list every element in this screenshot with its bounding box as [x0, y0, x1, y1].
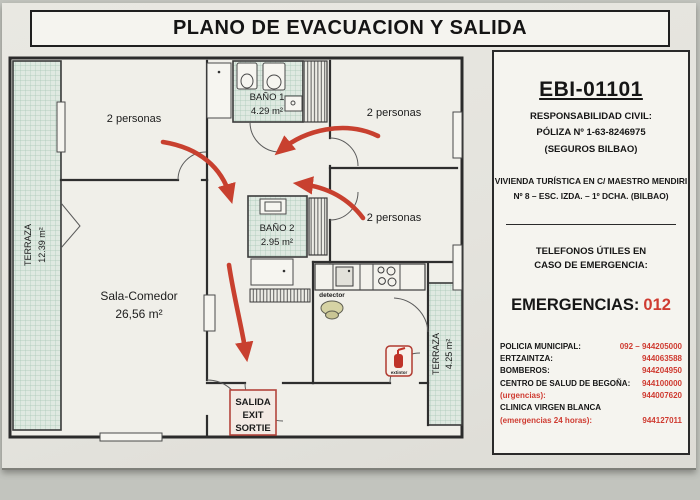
cabinet-knob: [218, 71, 221, 74]
terrace-left-name: TERRAZA: [23, 223, 33, 267]
bath1-name: BAÑO 1: [249, 92, 285, 103]
address-line-2: Nº 8 – ESC. IZDA. – 1º DCHA. (BILBAO): [513, 191, 669, 201]
wardrobe-mid: [309, 198, 327, 255]
washer-knob: [283, 270, 286, 273]
policy-number: PÓLIZA Nº 1-63-8246975: [536, 127, 646, 138]
bedroom-mid-right-label: 2 personas: [366, 212, 422, 224]
phone-row-centro-salud: CENTRO DE SALUD DE BEGOÑA: 944100000: [500, 378, 682, 388]
bath2-name: BAÑO 2: [259, 223, 295, 234]
detector-label: detector: [319, 292, 345, 299]
phone-row-ertzaintza: ERTZAINTZA: 944063588: [500, 353, 682, 363]
phone-list: [500, 341, 682, 428]
bathroom-2: [248, 196, 307, 257]
washer: [251, 259, 293, 285]
bedroom-top-right-label: 2 personas: [366, 107, 422, 119]
living-room-name: Sala-Comedor: [100, 289, 178, 303]
wardrobe-top: [303, 61, 327, 122]
floor-plan: [0, 50, 492, 450]
chimney: [204, 295, 215, 331]
plan-title: [30, 10, 670, 47]
phone-row-urgencias: (urgencias): 944007620: [500, 391, 682, 401]
phone-row-emergencias-24h: (emergencias 24 horas): 944127011: [500, 415, 682, 425]
phone-row-policia: POLICIA MUNICIPAL: 092 – 944205000: [500, 341, 682, 351]
phone-row-bomberos: BOMBEROS: 944204950: [500, 366, 682, 376]
panel-divider: [506, 224, 676, 225]
bath2-area: 2.95 m²: [260, 237, 294, 248]
bath1-area: 4.29 m²: [250, 106, 284, 117]
liability-title: RESPONSABILIDAD CIVIL:: [530, 111, 652, 122]
info-panel: [492, 50, 690, 455]
emergency-label: EMERGENCIAS:: [511, 295, 640, 314]
terrace-right-name: TERRAZA: [431, 332, 441, 376]
terrace-left: [13, 61, 61, 430]
emergency-number-line: [511, 296, 671, 315]
radiator: [250, 289, 310, 302]
terrace-left-area: 12.39 m²: [37, 227, 47, 263]
plan-code: EBI-01101: [539, 78, 643, 101]
plan-title-text: PLANO DE EVACUACION Y SALIDA: [172, 17, 528, 39]
terrace-right-area: 4.25 m²: [444, 338, 454, 370]
exit-line-1: SALIDA: [235, 397, 271, 408]
extinguisher-label: extintor: [390, 370, 408, 375]
living-room-area: 26,56 m²: [115, 307, 163, 321]
emergency-number: 012: [643, 295, 671, 314]
insurer: (SEGUROS BILBAO): [544, 144, 638, 155]
exit-line-2: EXIT: [242, 410, 264, 421]
kitchen-counter: [315, 264, 425, 290]
phones-title-line-1: TELEFONOS ÚTILES EN: [535, 246, 647, 257]
terrace-right: [428, 283, 462, 425]
phones-title: [534, 245, 647, 274]
address-line-1: VIVIENDA TURÍSTICA EN C/ MAESTRO MENDIRI: [494, 176, 688, 186]
phone-row-clinica: CLINICA VIRGEN BLANCA: [500, 403, 602, 413]
bedroom-top-left-label: 2 personas: [106, 113, 162, 125]
phones-title-line-2: CASO DE EMERGENCIA:: [534, 260, 648, 272]
exit-sign: [230, 390, 276, 435]
fire-extinguisher-icon: [386, 346, 412, 376]
exit-line-3: SORTIE: [235, 423, 271, 434]
kitchen-sink: [336, 267, 353, 286]
